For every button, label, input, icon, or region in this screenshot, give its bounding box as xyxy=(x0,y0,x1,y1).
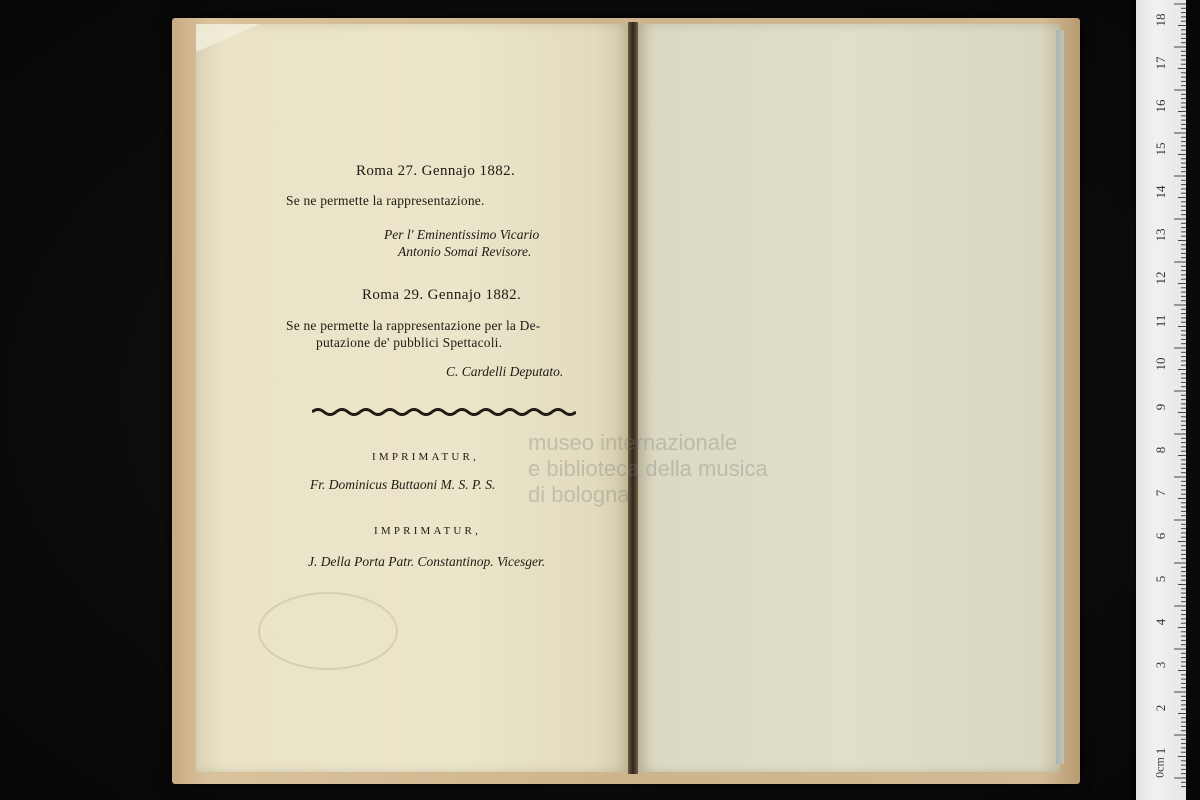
date-line-2: Roma 29. Gennajo 1882. xyxy=(362,287,522,303)
ruler-number: 13 xyxy=(1153,228,1168,242)
ruler-number: 11 xyxy=(1153,314,1168,328)
library-watermark xyxy=(528,430,768,508)
ruler-number: 15 xyxy=(1153,142,1168,156)
stamp-show-through xyxy=(258,592,398,670)
ornamental-rule xyxy=(312,406,576,418)
left-page xyxy=(196,24,630,772)
imprimatur-2: IMPRIMATUR, xyxy=(374,525,482,537)
measurement-ruler xyxy=(1136,0,1186,800)
ruler-number: 10 xyxy=(1153,357,1168,371)
ruler-number: 2 xyxy=(1153,704,1168,712)
ruler-number: 1 xyxy=(1153,747,1168,755)
watermark-line-2: e biblioteca della musica xyxy=(528,456,768,481)
ruler-number: 9 xyxy=(1153,403,1168,411)
ruler-number: 3 xyxy=(1153,661,1168,669)
book-gutter xyxy=(628,22,638,774)
ruler-number: 4 xyxy=(1153,618,1168,626)
watermark-line-1: museo internazionale xyxy=(528,430,738,455)
ruler-number: 16 xyxy=(1153,99,1168,113)
signature-1-line-2: Antonio Somai Revisore. xyxy=(398,244,532,259)
ruler-number: 14 xyxy=(1153,185,1168,199)
ruler-number: 7 xyxy=(1153,489,1168,497)
right-page xyxy=(636,24,1060,772)
ruler-number: 18 xyxy=(1153,13,1168,27)
ruler-number: 6 xyxy=(1153,532,1168,540)
permission-line-2b: putazione de' pubblici Spettacoli. xyxy=(316,335,503,350)
ruler-number: 5 xyxy=(1153,575,1168,583)
permission-line-2a: Se ne permette la rappresentazione per la De- xyxy=(286,318,541,333)
ruler-number: 8 xyxy=(1153,446,1168,454)
page-edge xyxy=(1056,30,1064,764)
corner-fold xyxy=(196,24,260,52)
imprimatur-1: IMPRIMATUR, xyxy=(372,451,480,463)
ruler-unit-label: 0cm xyxy=(1152,757,1167,778)
permission-line-1: Se ne permette la rappresentazione. xyxy=(286,193,485,208)
signature-1-line-1: Per l' Eminentissimo Vicario xyxy=(384,227,540,242)
imprimatur-2-name: J. Della Porta Patr. Constantinop. Vicesger. xyxy=(308,554,546,569)
ruler-number: 12 xyxy=(1153,271,1168,285)
watermark-line-3: di bologna xyxy=(528,482,630,507)
imprimatur-1-name: Fr. Dominicus Buttaoni M. S. P. S. xyxy=(310,477,496,492)
signature-2: C. Cardelli Deputato. xyxy=(446,364,564,379)
ruler-number: 17 xyxy=(1153,56,1168,70)
date-line-1: Roma 27. Gennajo 1882. xyxy=(356,163,516,179)
